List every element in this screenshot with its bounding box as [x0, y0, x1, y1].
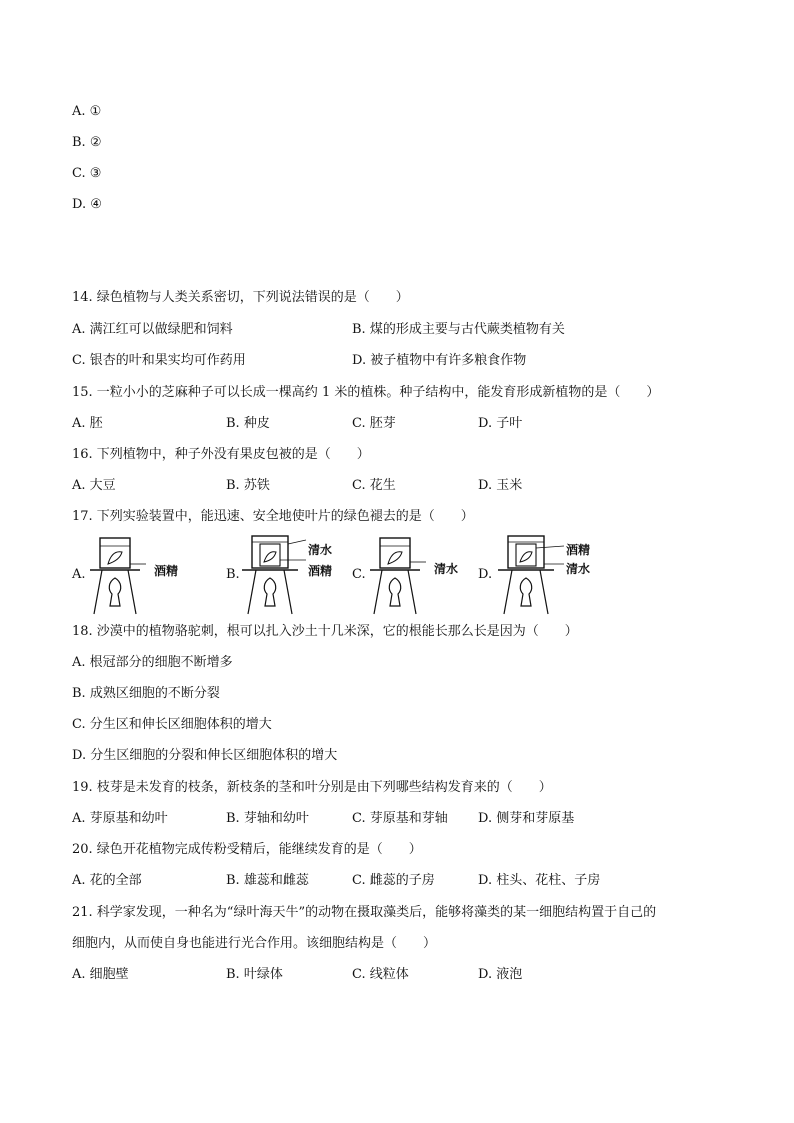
q14-option-b: B. 煤的形成主要与古代蕨类植物有关 — [352, 322, 565, 337]
q14-option-a: A. 满江红可以做绿肥和饲料 — [72, 322, 233, 337]
q17-option-c-label: C. — [352, 567, 366, 582]
q14-option-c: C. 银杏的叶和果实均可作药用 — [72, 353, 246, 368]
q13-option-d: D. ④ — [72, 197, 102, 212]
q15-question: 15. 一粒小小的芝麻种子可以长成一棵高约 1 米的植株。种子结构中，能发育形成新植物的是（ ） — [72, 385, 660, 400]
q16-question: 16. 下列植物中，种子外没有果皮包被的是（ ） — [72, 447, 370, 462]
q17-d-water-label: 清水 — [566, 562, 591, 576]
q17-option-a-label: A. — [72, 567, 86, 582]
q21-option-d: D. 液泡 — [478, 967, 523, 982]
q13-option-b: B. ② — [72, 135, 102, 150]
q14-question: 14. 绿色植物与人类关系密切，下列说法错误的是（ ） — [72, 290, 409, 305]
water-bath-apparatus-d — [496, 530, 576, 616]
q17-c-water-label: 清水 — [434, 562, 459, 576]
q21-question-line1: 21. 科学家发现，一种名为“绿叶海天牛”的动物在摄取藻类后，能够将藻类的某一细胞结构置于自己的 — [72, 905, 657, 920]
q14-option-d: D. 被子植物中有许多粮食作物 — [352, 353, 527, 368]
q21-option-c: C. 线粒体 — [352, 967, 409, 982]
q17-d-alcohol-label: 酒精 — [566, 543, 591, 557]
q21-question-line2: 细胞内，从而使自身也能进行光合作用。该细胞结构是（ ） — [72, 936, 437, 951]
q17-option-b-label: B. — [226, 567, 240, 582]
q19-option-d: D. 侧芽和芽原基 — [478, 811, 575, 826]
q17-question: 17. 下列实验装置中，能迅速、安全地使叶片的绿色褪去的是（ ） — [72, 509, 474, 524]
q19-question: 19. 枝芽是未发育的枝条，新枝条的茎和叶分别是由下列哪些结构发育来的（ ） — [72, 780, 552, 795]
q18-option-c: C. 分生区和伸长区细胞体积的增大 — [72, 717, 272, 732]
q20-option-a: A. 花的全部 — [72, 873, 142, 888]
q16-option-a: A. 大豆 — [72, 478, 116, 493]
q16-option-d: D. 玉米 — [478, 478, 523, 493]
q19-option-c: C. 芽原基和芽轴 — [352, 811, 448, 826]
q20-option-d: D. 柱头、花柱、子房 — [478, 873, 601, 888]
q18-option-b: B. 成熟区细胞的不断分裂 — [72, 686, 220, 701]
q20-option-c: C. 雌蕊的子房 — [352, 873, 435, 888]
q18-option-a: A. 根冠部分的细胞不断增多 — [72, 655, 233, 670]
q17-b-alcohol-label: 酒精 — [308, 564, 333, 578]
q20-option-b: B. 雄蕊和雌蕊 — [226, 873, 309, 888]
q17-option-d-label: D. — [478, 567, 493, 582]
q21-option-b: B. 叶绿体 — [226, 967, 283, 982]
q13-option-a: A. ① — [72, 104, 102, 119]
q17-a-alcohol-label: 酒精 — [154, 564, 179, 578]
q18-question: 18. 沙漠中的植物骆驼刺，根可以扎入沙土十几米深，它的根能长那么长是因为（ ） — [72, 624, 578, 639]
q16-option-b: B. 苏铁 — [226, 478, 270, 493]
q13-option-c: C. ③ — [72, 166, 102, 181]
q15-option-b: B. 种皮 — [226, 416, 270, 431]
q18-option-d: D. 分生区细胞的分裂和伸长区细胞体积的增大 — [72, 748, 338, 763]
q19-option-b: B. 芽轴和幼叶 — [226, 811, 309, 826]
q19-option-a: A. 芽原基和幼叶 — [72, 811, 168, 826]
q15-option-c: C. 胚芽 — [352, 416, 396, 431]
q16-option-c: C. 花生 — [352, 478, 396, 493]
q15-option-a: A. 胚 — [72, 416, 103, 431]
q21-option-a: A. 细胞壁 — [72, 967, 129, 982]
q20-question: 20. 绿色开花植物完成传粉受精后，能继续发育的是（ ） — [72, 842, 422, 857]
q15-option-d: D. 子叶 — [478, 416, 523, 431]
q17-b-water-label: 清水 — [308, 543, 333, 557]
